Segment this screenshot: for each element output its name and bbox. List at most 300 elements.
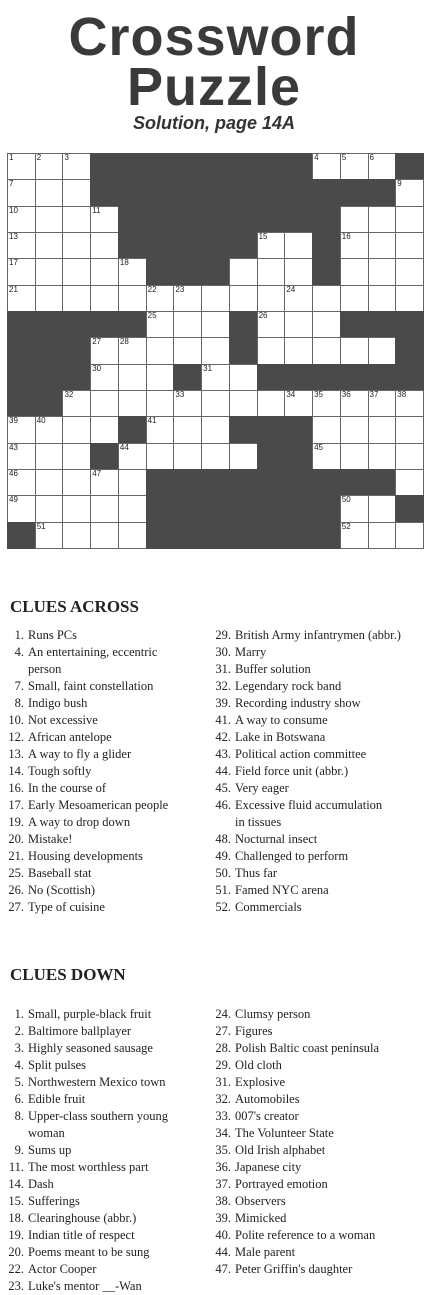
grid-cell[interactable]: [62, 522, 91, 549]
grid-cell[interactable]: [284, 258, 313, 285]
grid-cell[interactable]: [7, 258, 36, 285]
grid-cell-black: [284, 153, 313, 180]
cell-number: 50: [341, 495, 351, 505]
grid-cell[interactable]: [62, 443, 91, 470]
clue-text: Dash: [28, 1177, 54, 1191]
clue-item: [0, 1057, 215, 1074]
grid-cell[interactable]: [368, 390, 397, 417]
grid-cell-black: [173, 206, 202, 233]
clue-number: [207, 814, 231, 831]
clue-text: Small, faint constellation: [28, 679, 154, 693]
grid-cell-black: [146, 469, 175, 496]
grid-cell[interactable]: [146, 311, 175, 338]
clue-text: Indian title of respect: [28, 1228, 135, 1242]
grid-cell-black: [368, 311, 397, 338]
clue-text: Clearinghouse (abbr.): [28, 1211, 137, 1225]
grid-cell[interactable]: [201, 416, 230, 443]
cell-number: 27: [92, 337, 102, 347]
clue-number: 7.: [14, 679, 24, 693]
cell-number: 30: [92, 363, 102, 373]
clue-item: [0, 1142, 215, 1159]
clue-number: 19.: [8, 815, 24, 829]
cell-number: 47: [92, 469, 102, 478]
clue-number: 32.: [215, 1092, 231, 1106]
grid-cell-black: [90, 179, 119, 206]
grid-cell[interactable]: [229, 390, 258, 417]
grid-cell[interactable]: [340, 232, 369, 259]
grid-cell[interactable]: [229, 285, 258, 312]
grid-cell-black: [395, 311, 424, 338]
grid-cell-black: [284, 416, 313, 443]
grid-cell-black: [229, 495, 258, 522]
grid-cell[interactable]: [62, 469, 91, 496]
clue-text: Old Irish alphabet: [235, 1143, 326, 1157]
grid-cell[interactable]: [118, 469, 147, 496]
grid-cell-black: [146, 153, 175, 180]
cell-number: 45: [314, 442, 323, 452]
grid-cell[interactable]: [312, 311, 341, 338]
grid-cell[interactable]: [312, 337, 341, 364]
grid-cell[interactable]: [62, 495, 91, 522]
cell-number: 31: [203, 363, 213, 373]
grid-cell-black: [395, 364, 424, 391]
grid-cell[interactable]: [395, 390, 424, 417]
grid-cell-black: [284, 495, 313, 522]
grid-cell[interactable]: [201, 443, 230, 470]
clue-text: Upper-class southern young: [28, 1109, 168, 1123]
grid-cell[interactable]: [340, 337, 369, 364]
clue-item: [207, 848, 428, 865]
grid-cell[interactable]: [173, 337, 202, 364]
clue-text: Lake in Botswana: [235, 730, 326, 744]
grid-cell[interactable]: [35, 153, 64, 180]
grid-cell[interactable]: [173, 390, 202, 417]
grid-cell[interactable]: [173, 311, 202, 338]
clue-item: [207, 865, 428, 882]
grid-cell[interactable]: [62, 179, 91, 206]
grid-cell[interactable]: [340, 153, 369, 180]
grid-cell[interactable]: [368, 522, 397, 549]
grid-cell[interactable]: [90, 232, 119, 259]
grid-cell-black: [146, 258, 175, 285]
grid-cell[interactable]: [146, 416, 175, 443]
grid-cell-black: [90, 443, 119, 470]
clue-item: [0, 729, 215, 746]
grid-cell[interactable]: [90, 337, 119, 364]
grid-cell[interactable]: [35, 258, 64, 285]
grid-cell-black: [201, 232, 230, 259]
clue-item: [0, 1108, 215, 1125]
grid-cell[interactable]: [284, 311, 313, 338]
grid-cell-black: [90, 153, 119, 180]
grid-cell[interactable]: [118, 337, 147, 364]
clue-number: 4.: [14, 645, 24, 659]
grid-cell[interactable]: [90, 416, 119, 443]
grid-cell-black: [395, 495, 424, 522]
grid-cell[interactable]: [257, 232, 286, 259]
grid-cell[interactable]: [118, 495, 147, 522]
grid-cell-black: [257, 364, 286, 391]
clue-item: [0, 763, 215, 780]
grid-cell[interactable]: [90, 258, 119, 285]
cell-number: 36: [341, 390, 351, 399]
grid-cell-black: [229, 522, 258, 549]
clue-number: 51.: [215, 883, 231, 897]
clue-number: 20.: [8, 1245, 24, 1259]
clue-text: Type of cuisine: [28, 900, 105, 914]
grid-cell[interactable]: [62, 153, 91, 180]
clue-number: 9.: [14, 1143, 24, 1157]
grid-cell[interactable]: [146, 364, 175, 391]
grid-cell[interactable]: [395, 522, 424, 549]
clue-text: Northwestern Mexico town: [28, 1075, 166, 1089]
clue-text: Commercials: [235, 900, 302, 914]
grid-cell[interactable]: [35, 179, 64, 206]
clue-number: 36.: [215, 1160, 231, 1174]
clue-item: [207, 1193, 428, 1210]
clue-item: [207, 797, 428, 814]
crossword-grid: [7, 153, 423, 548]
cell-number: 25: [147, 311, 157, 320]
clue-number: 2.: [14, 1024, 24, 1038]
clue-item: [0, 882, 215, 899]
grid-cell-black: [229, 337, 258, 364]
clue-text: Automobiles: [235, 1092, 300, 1106]
grid-cell[interactable]: [35, 206, 64, 233]
grid-cell[interactable]: [118, 390, 147, 417]
grid-cell[interactable]: [368, 232, 397, 259]
clue-text: Small, purple-black fruit: [28, 1007, 152, 1021]
clue-text: Marry: [235, 645, 267, 659]
grid-cell[interactable]: [340, 206, 369, 233]
grid-cell[interactable]: [340, 443, 369, 470]
clue-number: 14.: [8, 1177, 24, 1191]
cell-number: 39: [9, 416, 18, 426]
grid-cell[interactable]: [146, 337, 175, 364]
grid-cell-black: [201, 522, 230, 549]
clue-number: 52.: [215, 900, 231, 914]
grid-cell[interactable]: [90, 522, 119, 549]
grid-cell[interactable]: [368, 153, 397, 180]
grid-cell[interactable]: [90, 206, 119, 233]
clue-item: [207, 831, 428, 848]
grid-cell[interactable]: [395, 443, 424, 470]
grid-cell[interactable]: [173, 285, 202, 312]
clue-number: 41.: [215, 713, 231, 727]
clue-text: woman: [28, 1126, 65, 1140]
grid-cell[interactable]: [90, 469, 119, 496]
grid-cell-black: [146, 206, 175, 233]
cell-number: 49: [9, 495, 18, 505]
clue-text: The Volunteer State: [235, 1126, 334, 1140]
clue-text: Housing developments: [28, 849, 143, 863]
grid-cell[interactable]: [62, 258, 91, 285]
clue-item: [207, 1091, 428, 1108]
grid-cell[interactable]: [284, 232, 313, 259]
grid-cell-black: [312, 469, 341, 496]
grid-cell[interactable]: [340, 416, 369, 443]
clue-item: [0, 814, 215, 831]
grid-cell-black: [118, 232, 147, 259]
clue-text: in tissues: [235, 815, 282, 829]
clue-number: 32.: [215, 679, 231, 693]
grid-cell[interactable]: [368, 495, 397, 522]
clue-number: 33.: [215, 1109, 231, 1123]
clue-item: [207, 763, 428, 780]
grid-cell[interactable]: [395, 179, 424, 206]
grid-cell-black: [257, 443, 286, 470]
cell-number: 43: [9, 442, 18, 452]
grid-cell[interactable]: [146, 285, 175, 312]
grid-cell[interactable]: [201, 337, 230, 364]
clue-number: 48.: [215, 832, 231, 846]
clue-number: 49.: [215, 849, 231, 863]
grid-cell-black: [312, 232, 341, 259]
grid-cell[interactable]: [257, 285, 286, 312]
clue-text: Early Mesoamerican people: [28, 798, 169, 812]
grid-cell[interactable]: [90, 495, 119, 522]
grid-cell[interactable]: [257, 311, 286, 338]
grid-cell-black: [312, 258, 341, 285]
grid-cell[interactable]: [118, 258, 147, 285]
grid-cell-black: [7, 337, 36, 364]
grid-cell[interactable]: [368, 285, 397, 312]
grid-cell-black: [35, 364, 64, 391]
clue-text: An entertaining, eccentric: [28, 645, 158, 659]
clue-item: [0, 678, 215, 695]
grid-cell[interactable]: [395, 232, 424, 259]
grid-cell[interactable]: [368, 416, 397, 443]
grid-cell[interactable]: [35, 232, 64, 259]
clue-text: Runs PCs: [28, 628, 77, 642]
grid-cell[interactable]: [340, 390, 369, 417]
grid-cell[interactable]: [35, 416, 64, 443]
clue-text: A way to consume: [235, 713, 328, 727]
grid-cell[interactable]: [284, 337, 313, 364]
grid-cell[interactable]: [7, 206, 36, 233]
grid-cell-black: [201, 469, 230, 496]
clue-number: 29.: [215, 1058, 231, 1072]
grid-cell-black: [312, 206, 341, 233]
clue-item: [207, 1040, 428, 1057]
grid-cell-black: [284, 179, 313, 206]
grid-cell[interactable]: [173, 443, 202, 470]
grid-cell-black: [229, 311, 258, 338]
clue-number: 19.: [8, 1228, 24, 1242]
clue-number: 8.: [14, 696, 24, 710]
grid-cell[interactable]: [395, 206, 424, 233]
grid-cell[interactable]: [201, 285, 230, 312]
grid-cell[interactable]: [368, 337, 397, 364]
grid-cell[interactable]: [368, 258, 397, 285]
clue-item: [0, 899, 215, 916]
grid-cell-black: [201, 258, 230, 285]
cell-number: 2: [36, 153, 42, 162]
grid-cell[interactable]: [229, 258, 258, 285]
grid-cell-black: [257, 416, 286, 443]
clue-text: Edible fruit: [28, 1092, 86, 1106]
grid-cell[interactable]: [90, 364, 119, 391]
clue-number: 16.: [8, 781, 24, 795]
clue-text: Split pulses: [28, 1058, 86, 1072]
clue-text: Clumsy person: [235, 1007, 311, 1021]
grid-cell[interactable]: [340, 258, 369, 285]
grid-cell[interactable]: [395, 469, 424, 496]
grid-cell-black: [201, 153, 230, 180]
cell-number: 37: [369, 390, 379, 399]
clue-text: Explosive: [235, 1075, 285, 1089]
clue-number: 11.: [8, 1160, 24, 1174]
grid-cell[interactable]: [7, 469, 36, 496]
grid-cell[interactable]: [257, 390, 286, 417]
cell-number: 46: [9, 469, 18, 478]
cell-number: 13: [9, 232, 18, 241]
cell-number: 44: [119, 442, 129, 452]
cell-number: 9: [397, 179, 402, 189]
grid-cell[interactable]: [284, 390, 313, 417]
clue-text: African antelope: [28, 730, 112, 744]
grid-cell[interactable]: [118, 443, 147, 470]
clue-item: [0, 780, 215, 797]
grid-cell-black: [62, 337, 91, 364]
grid-cell[interactable]: [35, 522, 64, 549]
clue-text: Polite reference to a woman: [235, 1228, 376, 1242]
grid-cell[interactable]: [229, 364, 258, 391]
grid-cell-black: [173, 522, 202, 549]
grid-cell[interactable]: [173, 416, 202, 443]
grid-cell[interactable]: [395, 258, 424, 285]
grid-cell[interactable]: [146, 390, 175, 417]
grid-cell[interactable]: [312, 390, 341, 417]
grid-cell[interactable]: [118, 285, 147, 312]
grid-cell-black: [340, 364, 369, 391]
grid-cell[interactable]: [7, 179, 36, 206]
clue-item: [0, 1261, 215, 1278]
grid-cell-black: [118, 311, 147, 338]
grid-cell[interactable]: [312, 416, 341, 443]
grid-cell[interactable]: [7, 153, 36, 180]
grid-cell[interactable]: [62, 206, 91, 233]
grid-cell[interactable]: [7, 232, 36, 259]
clue-number: 4.: [14, 1058, 24, 1072]
grid-cell-black: [90, 311, 119, 338]
grid-cell[interactable]: [35, 285, 64, 312]
grid-cell[interactable]: [7, 443, 36, 470]
grid-cell[interactable]: [340, 522, 369, 549]
grid-cell[interactable]: [312, 153, 341, 180]
grid-cell-black: [395, 153, 424, 180]
clue-number: 22.: [8, 1262, 24, 1276]
cell-number: 11: [92, 205, 101, 215]
grid-cell[interactable]: [368, 443, 397, 470]
cell-number: 21: [9, 284, 18, 294]
grid-cell[interactable]: [201, 390, 230, 417]
clue-number: 45.: [215, 781, 231, 795]
grid-cell-black: [173, 258, 202, 285]
clue-item: [0, 848, 215, 865]
clue-number: 40.: [215, 1228, 231, 1242]
grid-cell[interactable]: [368, 206, 397, 233]
cell-number: 16: [341, 232, 351, 241]
clue-number: 35.: [215, 1143, 231, 1157]
clue-item: [207, 1125, 428, 1142]
grid-cell[interactable]: [35, 443, 64, 470]
clue-number: 6.: [14, 1092, 24, 1106]
grid-cell-black: [340, 469, 369, 496]
grid-cell[interactable]: [118, 364, 147, 391]
grid-cell-black: [229, 153, 258, 180]
grid-cell[interactable]: [62, 416, 91, 443]
clue-item: [207, 1176, 428, 1193]
grid-cell-black: [173, 364, 202, 391]
grid-cell[interactable]: [340, 285, 369, 312]
grid-cell[interactable]: [201, 311, 230, 338]
grid-cell[interactable]: [62, 232, 91, 259]
grid-cell[interactable]: [229, 443, 258, 470]
clue-text: Observers: [235, 1194, 286, 1208]
grid-cell-black: [35, 390, 64, 417]
grid-cell[interactable]: [118, 522, 147, 549]
grid-cell[interactable]: [395, 285, 424, 312]
grid-cell[interactable]: [284, 285, 313, 312]
clue-number: 50.: [215, 866, 231, 880]
grid-cell[interactable]: [201, 364, 230, 391]
clue-text: Actor Cooper: [28, 1262, 97, 1276]
grid-cell[interactable]: [395, 416, 424, 443]
clue-text: Japanese city: [235, 1160, 302, 1174]
clue-number: 44.: [215, 1245, 231, 1259]
grid-cell[interactable]: [7, 495, 36, 522]
clue-number: 14.: [8, 764, 24, 778]
grid-cell-black: [229, 469, 258, 496]
grid-cell[interactable]: [312, 285, 341, 312]
grid-cell[interactable]: [257, 337, 286, 364]
clue-text: Tough softly: [28, 764, 92, 778]
grid-cell[interactable]: [7, 285, 36, 312]
grid-cell-black: [201, 179, 230, 206]
clue-number: 10.: [8, 713, 24, 727]
clue-text: Nocturnal insect: [235, 832, 318, 846]
clue-number: 3.: [14, 1041, 24, 1055]
clue-number: 26.: [8, 883, 24, 897]
grid-cell-black: [312, 495, 341, 522]
grid-cell[interactable]: [90, 285, 119, 312]
clue-number: 39.: [215, 696, 231, 710]
grid-cell[interactable]: [340, 495, 369, 522]
cell-number: 4: [314, 153, 319, 162]
cell-number: 15: [258, 232, 268, 241]
grid-cell[interactable]: [257, 258, 286, 285]
clue-number: 23.: [8, 1279, 24, 1293]
clue-number: 25.: [8, 866, 24, 880]
cell-number: 26: [258, 311, 268, 320]
clue-number: 46.: [215, 798, 231, 812]
grid-cell[interactable]: [62, 285, 91, 312]
clue-item: [0, 1193, 215, 1210]
grid-cell-black: [7, 311, 36, 338]
grid-cell[interactable]: [35, 469, 64, 496]
cell-number: 22: [147, 284, 157, 294]
clue-item: [207, 1210, 428, 1227]
grid-cell-black: [118, 206, 147, 233]
grid-cell[interactable]: [146, 443, 175, 470]
grid-cell[interactable]: [90, 390, 119, 417]
grid-cell[interactable]: [62, 390, 91, 417]
grid-cell[interactable]: [7, 416, 36, 443]
clue-text: Political action committee: [235, 747, 367, 761]
grid-cell[interactable]: [35, 495, 64, 522]
grid-cell[interactable]: [312, 443, 341, 470]
